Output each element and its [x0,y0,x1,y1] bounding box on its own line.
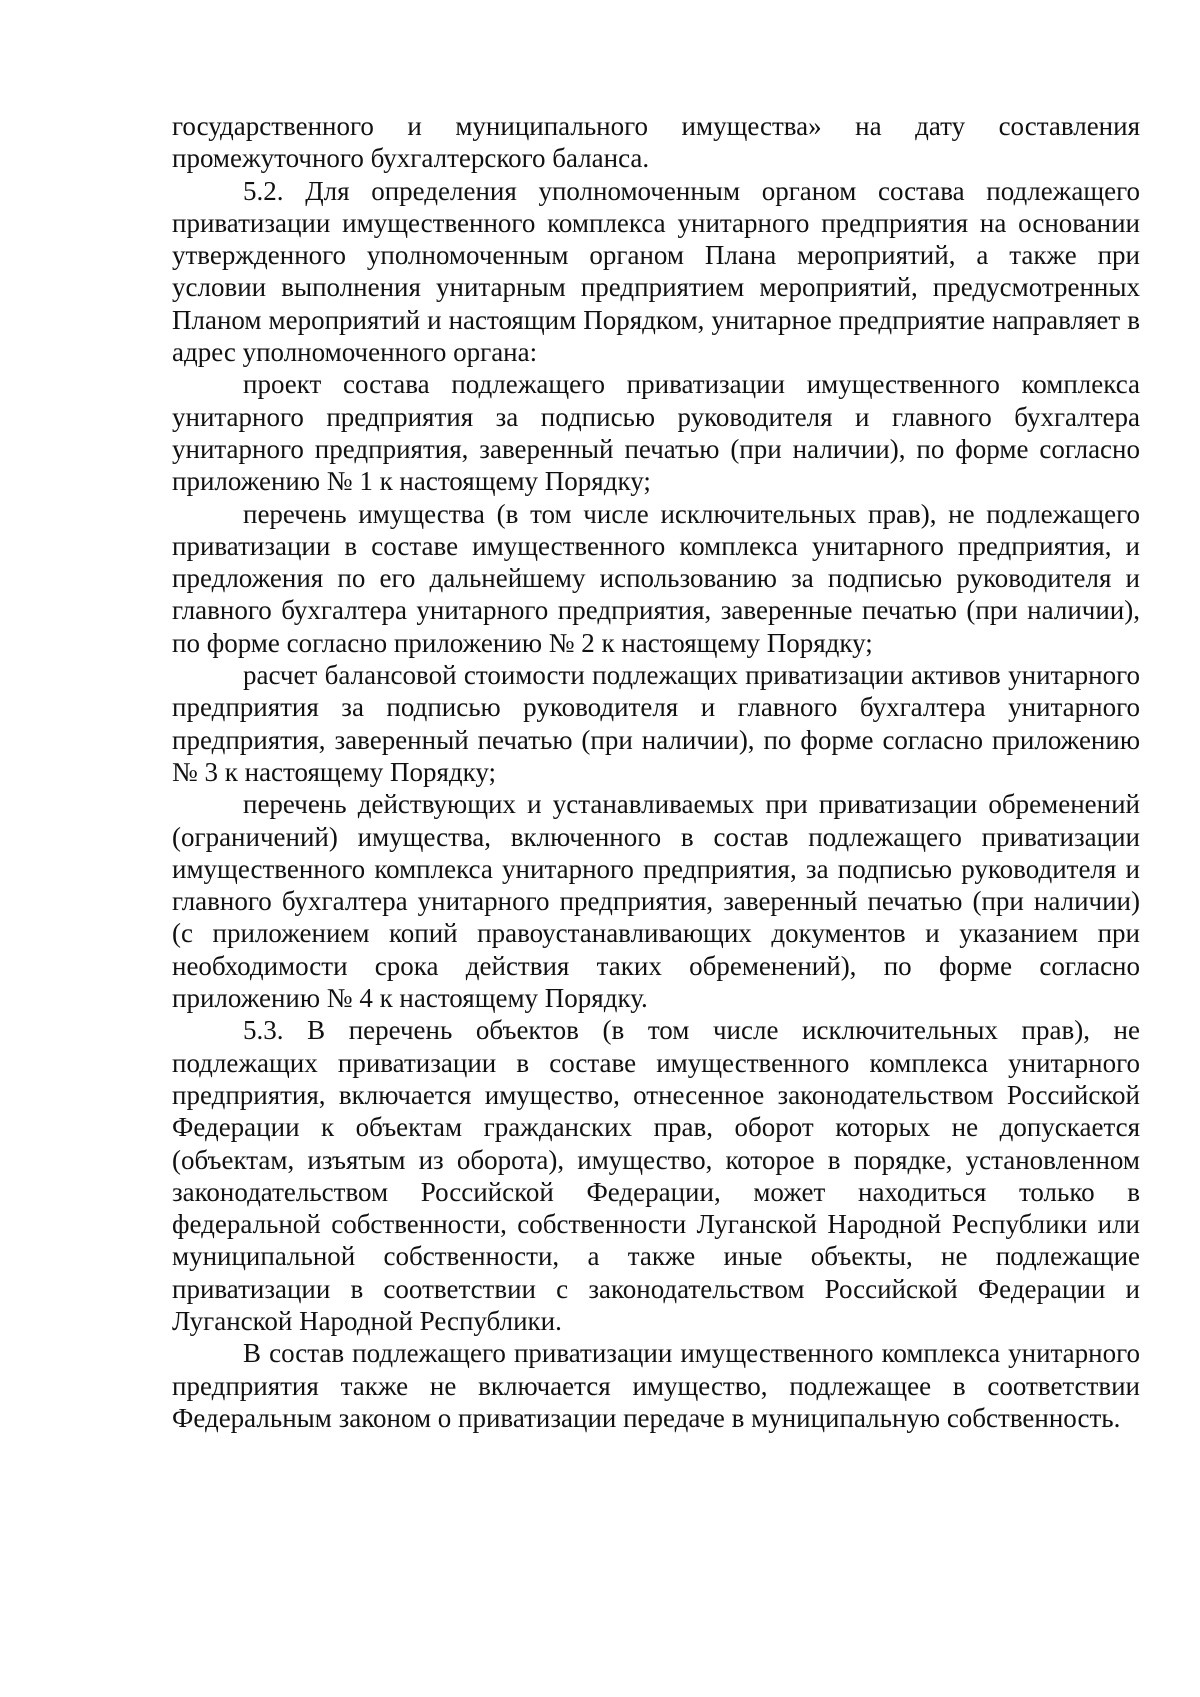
document-body [172,110,1140,1434]
paragraph-list-item-2: перечень имущества (в том числе исключительных прав), не подлежащего приватизации в составе имущественного комплекса унитарного предприятия, и предложения по его дальнейшему использованию за подписью руководителя и главного бухгалтера унитарного предприятия, заверенные печатью (при наличии), по форме согласно приложению № 2 к настоящему Порядку; [172,498,1140,658]
paragraph-list-item-4: перечень действующих и устанавливаемых при приватизации обременений (ограничений) имущества, включенного в состав подлежащего приватизации имущественного комплекса унитарного предприятия, за подписью руководителя и главного бухгалтера унитарного предприятия, заверенный печатью (при наличии) (с приложением копий правоустанавливающих документов и указанием при необходимости срока действия таких обременений), по форме согласно приложению № 4 к настоящему Порядку. [172,789,1140,1014]
paragraph-final: В состав подлежащего приватизации имущественного комплекса унитарного предприятия также не включается имущество, подлежащее в соответствии Федеральным законом о приватизации передаче в муниципальную собственность. [172,1338,1140,1433]
paragraph-5-2: 5.2. Для определения уполномоченным органом состава подлежащего приватизации имущественного комплекса унитарного предприятия на основании утвержденного уполномоченным органом Плана мероприятий, а также при условии выполнения унитарным предприятием мероприятий, предусмотренных Планом мероприятий и настоящим Порядком, унитарное предприятие направляет в адрес уполномоченного органа: [172,175,1140,368]
paragraph-continuation: государственного и муниципального имущества» на дату составления промежуточного бухгалтерского баланса. [172,111,1140,174]
paragraph-5-3: 5.3. В перечень объектов (в том числе исключительных прав), не подлежащих приватизации в составе имущественного комплекса унитарного предприятия, включается имущество, отнесенное законодательством Российской Федерации к объектам гражданских прав, оборот которых не допускается (объектам, изъятым из оборота), имущество, которое в порядке, установленном законодательством Российской Федерации, может находиться только в федеральной собственности, собственности Луганской Народной Республики или муниципальной собственности, а также иные объекты, не подлежащие приватизации в соответствии с законодательством Российской Федерации и Луганской Народной Республики. [172,1015,1140,1336]
paragraph-list-item-1: проект состава подлежащего приватизации имущественного комплекса унитарного предприятия за подписью руководителя и главного бухгалтера унитарного предприятия, заверенный печатью (при наличии), по форме согласно приложению № 1 к настоящему Порядку; [172,369,1140,497]
paragraph-list-item-3: расчет балансовой стоимости подлежащих приватизации активов унитарного предприятия за подписью руководителя и главного бухгалтера унитарного предприятия, заверенный печатью (при наличии), по форме согласно приложению № 3 к настоящему Порядку; [172,660,1140,787]
